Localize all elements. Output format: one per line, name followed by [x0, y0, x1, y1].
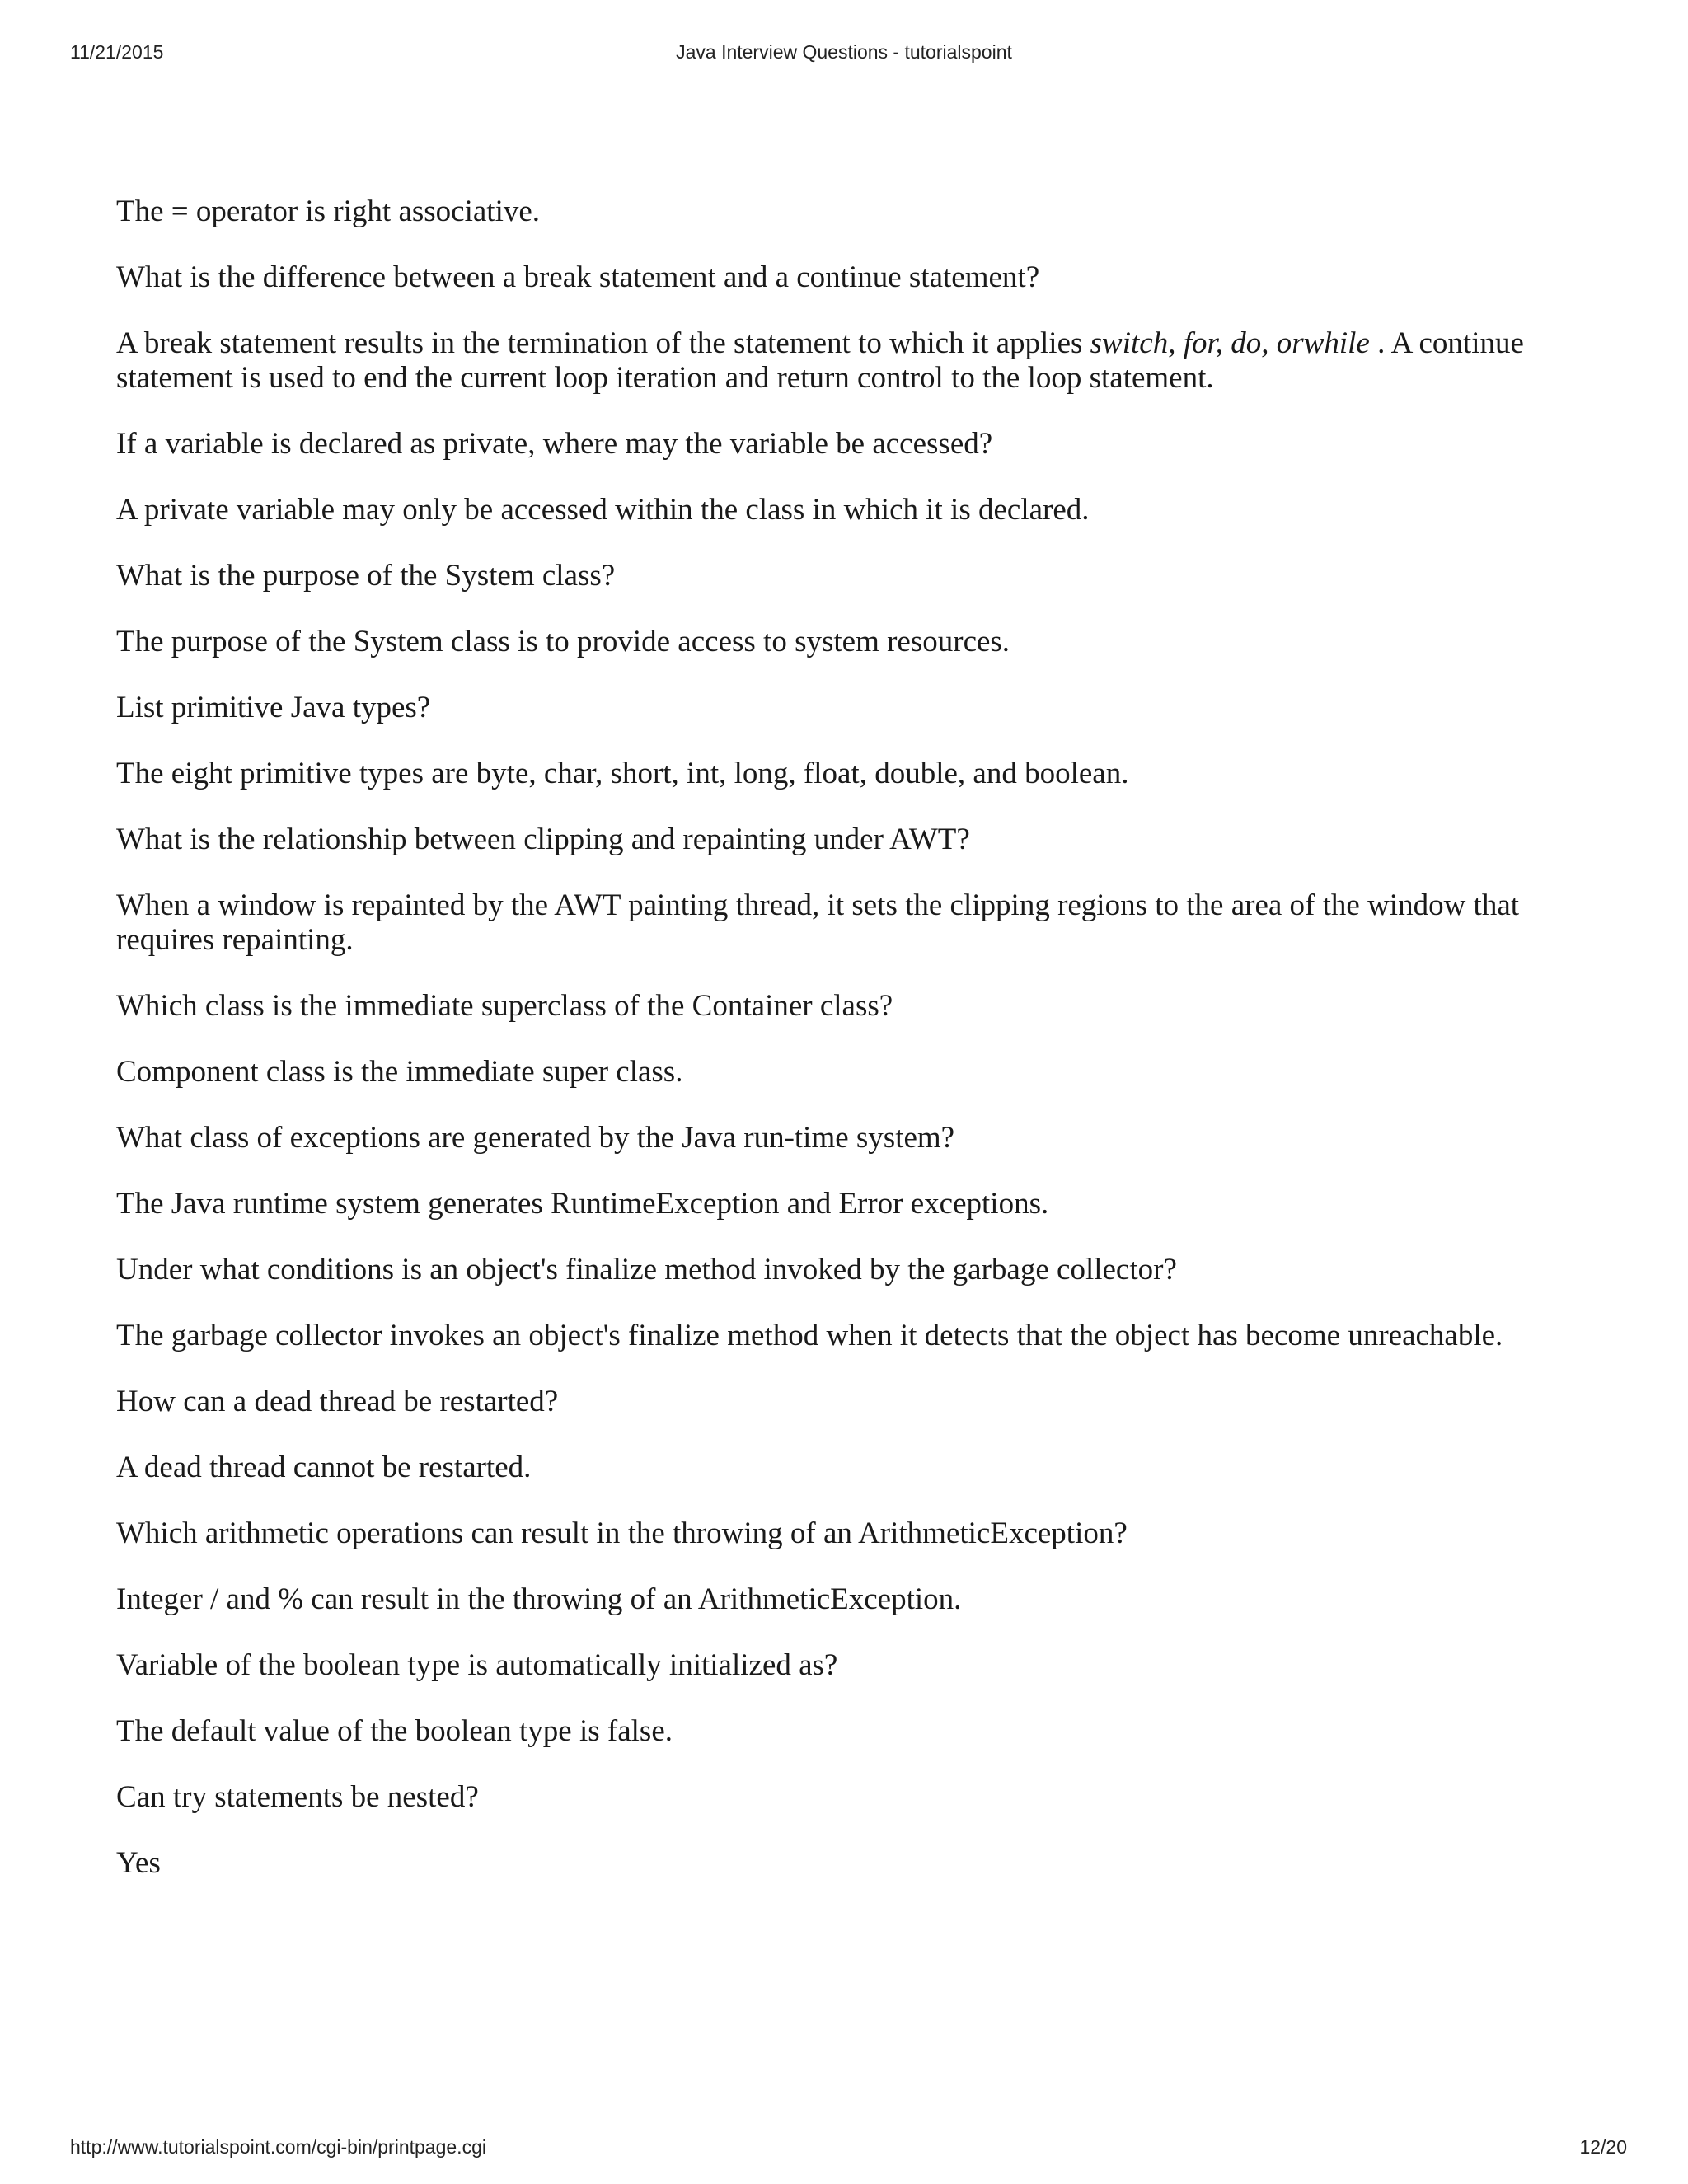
print-date: 11/21/2015: [70, 41, 164, 63]
print-header: [0, 41, 1688, 68]
question: How can a dead thread be restarted?: [116, 1385, 559, 1418]
answer: When a window is repainted by the AWT painting thread, it sets the clipping regions to the area of the window that requires repainting.: [116, 888, 1520, 957]
answer: The default value of the boolean type is false.: [116, 1714, 673, 1748]
question: What class of exceptions are generated by the Java run-time system?: [116, 1121, 955, 1155]
question: Under what conditions is an object's finalize method invoked by the garbage collector?: [116, 1253, 1177, 1286]
answer: The garbage collector invokes an object's finalize method when it detects that the object has become unreachable.: [116, 1319, 1503, 1352]
answer: The Java runtime system generates RuntimeException and Error exceptions.: [116, 1187, 1049, 1221]
question: List primitive Java types?: [116, 691, 431, 724]
answer-text: . A continue statement is used to end the current loop iteration and return control to the loop statement.: [116, 326, 1524, 395]
answer: Integer / and % can result in the throwing of an ArithmeticException.: [116, 1582, 962, 1616]
math-expression: switch, for, do, orwhile: [1090, 326, 1370, 360]
answer: The eight primitive types are byte, char, short, int, long, float, double, and boolean.: [116, 757, 1129, 790]
question: What is the purpose of the System class?: [116, 559, 616, 593]
answer: Component class is the immediate super class.: [116, 1055, 683, 1089]
question: What is the relationship between clipping and repainting under AWT?: [116, 823, 970, 856]
answer: Yes: [116, 1846, 161, 1880]
question: Variable of the boolean type is automatically initialized as?: [116, 1648, 838, 1682]
page-url[interactable]: http://www.tutorialspoint.com/cgi-bin/printpage.cgi: [70, 2136, 486, 2158]
page-number: 12/20: [1579, 2136, 1627, 2158]
answer: A private variable may only be accessed within the class in which it is declared.: [116, 493, 1090, 527]
paragraph: The = operator is right associative.: [116, 194, 541, 228]
print-footer: [0, 2136, 1688, 2163]
answer: [116, 326, 1592, 396]
question: What is the difference between a break statement and a continue statement?: [116, 260, 1040, 294]
answer: The purpose of the System class is to provide access to system resources.: [116, 625, 1010, 658]
question: Which class is the immediate superclass of the Container class?: [116, 989, 893, 1023]
answer-text: A break statement results in the termination of the statement to which it applies: [116, 326, 1090, 360]
question: Can try statements be nested?: [116, 1780, 479, 1814]
question: Which arithmetic operations can result in the throwing of an ArithmeticException?: [116, 1516, 1128, 1550]
answer: A dead thread cannot be restarted.: [116, 1451, 532, 1484]
page-title: Java Interview Questions - tutorialspoint: [676, 41, 1012, 63]
question: If a variable is declared as private, where may the variable be accessed?: [116, 427, 993, 461]
document-body: [116, 194, 1592, 1912]
